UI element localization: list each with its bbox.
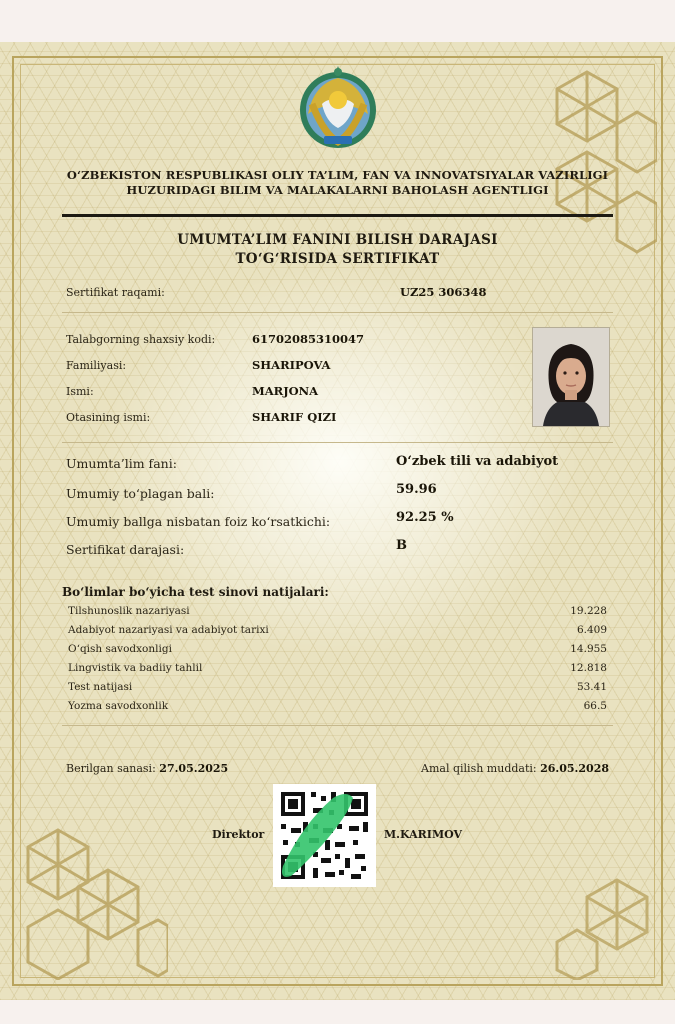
corner-ornament-bottom-left (18, 820, 168, 980)
section-row-value: 19.228 (570, 605, 607, 617)
corner-ornament-bottom-right (537, 860, 657, 980)
sections-title: Bo‘limlar bo‘yicha test sinovi natijalari: (62, 585, 329, 599)
issue-date (66, 762, 228, 775)
subject-label: Umumta’lim fani: (66, 456, 177, 471)
percent-label: Umumiy ballga nisbatan foiz ko‘rsatkichi: (66, 514, 331, 529)
name-label: Ismi: (66, 385, 94, 398)
certificate-title-line1: UMUMTA’LIM FANINI BILISH DARAJASI (177, 232, 498, 248)
personal-code-value: 61702085310047 (252, 332, 365, 346)
issue-date-label: Berilgan sanasi: (66, 762, 156, 775)
valid-until-value: 26.05.2028 (540, 762, 609, 775)
surname-value: SHARIPOVA (252, 358, 331, 372)
agency-name-line1: O‘ZBEKISTON RESPUBLIKASI OLIY TA’LIM, FAN VA INNOVATSIYALAR VAZIRLIGI (66, 168, 609, 182)
qr-code-icon (273, 784, 376, 887)
certificate-number-value: UZ25 306348 (400, 285, 487, 299)
issue-date-value: 27.05.2025 (159, 762, 229, 775)
grade-value: B (396, 538, 407, 553)
total-score-label: Umumiy to‘plagan bali: (66, 486, 215, 501)
section-row-label: O‘qish savodxonligi (68, 643, 172, 655)
percent-value: 92.25 % (396, 510, 454, 525)
section-row-value: 66.5 (583, 700, 607, 712)
section-row-value: 6.409 (576, 624, 607, 636)
agency-name-line2: HUZURIDAGI BILIM VA MALAKALARNI BAHOLASH AGENTLIGI (126, 183, 549, 197)
personal-code-label: Talabgorning shaxsiy kodi: (66, 333, 216, 346)
valid-until-label: Amal qilish muddati: (421, 762, 537, 775)
surname-label: Familiyasi: (66, 359, 127, 372)
valid-until (421, 762, 609, 775)
director-name: M.KARIMOV (384, 828, 463, 841)
section-row-value: 53.41 (576, 681, 607, 693)
total-score-value: 59.96 (396, 482, 437, 497)
section-row-label: Lingvistik va badiiy tahlil (68, 662, 203, 674)
section-row-value: 12.818 (570, 662, 607, 674)
divider (62, 442, 613, 443)
grade-label: Sertifikat darajasi: (66, 542, 185, 557)
section-row-label: Adabiyot nazariyasi va adabiyot tarixi (68, 624, 269, 636)
divider (62, 312, 613, 313)
certificate-title-line2: TO‘G‘RISIDA SERTIFIKAT (235, 251, 440, 267)
certificate-number-label: Sertifikat raqami: (66, 286, 165, 299)
section-row-value: 14.955 (570, 643, 607, 655)
patronymic-value: SHARIF QIZI (252, 410, 337, 424)
section-row-label: Tilshunoslik nazariyasi (68, 605, 190, 617)
header-divider (62, 214, 613, 217)
patronymic-label: Otasining ismi: (66, 411, 151, 424)
divider (62, 725, 613, 726)
section-row-label: Test natijasi (68, 681, 133, 693)
applicant-photo (532, 327, 610, 427)
name-value: MARJONA (252, 384, 319, 398)
section-row-label: Yozma savodxonlik (68, 700, 169, 712)
subject-value: O‘zbek tili va adabiyot (396, 454, 559, 469)
director-label: Direktor (212, 828, 265, 841)
state-emblem-icon (294, 64, 382, 152)
